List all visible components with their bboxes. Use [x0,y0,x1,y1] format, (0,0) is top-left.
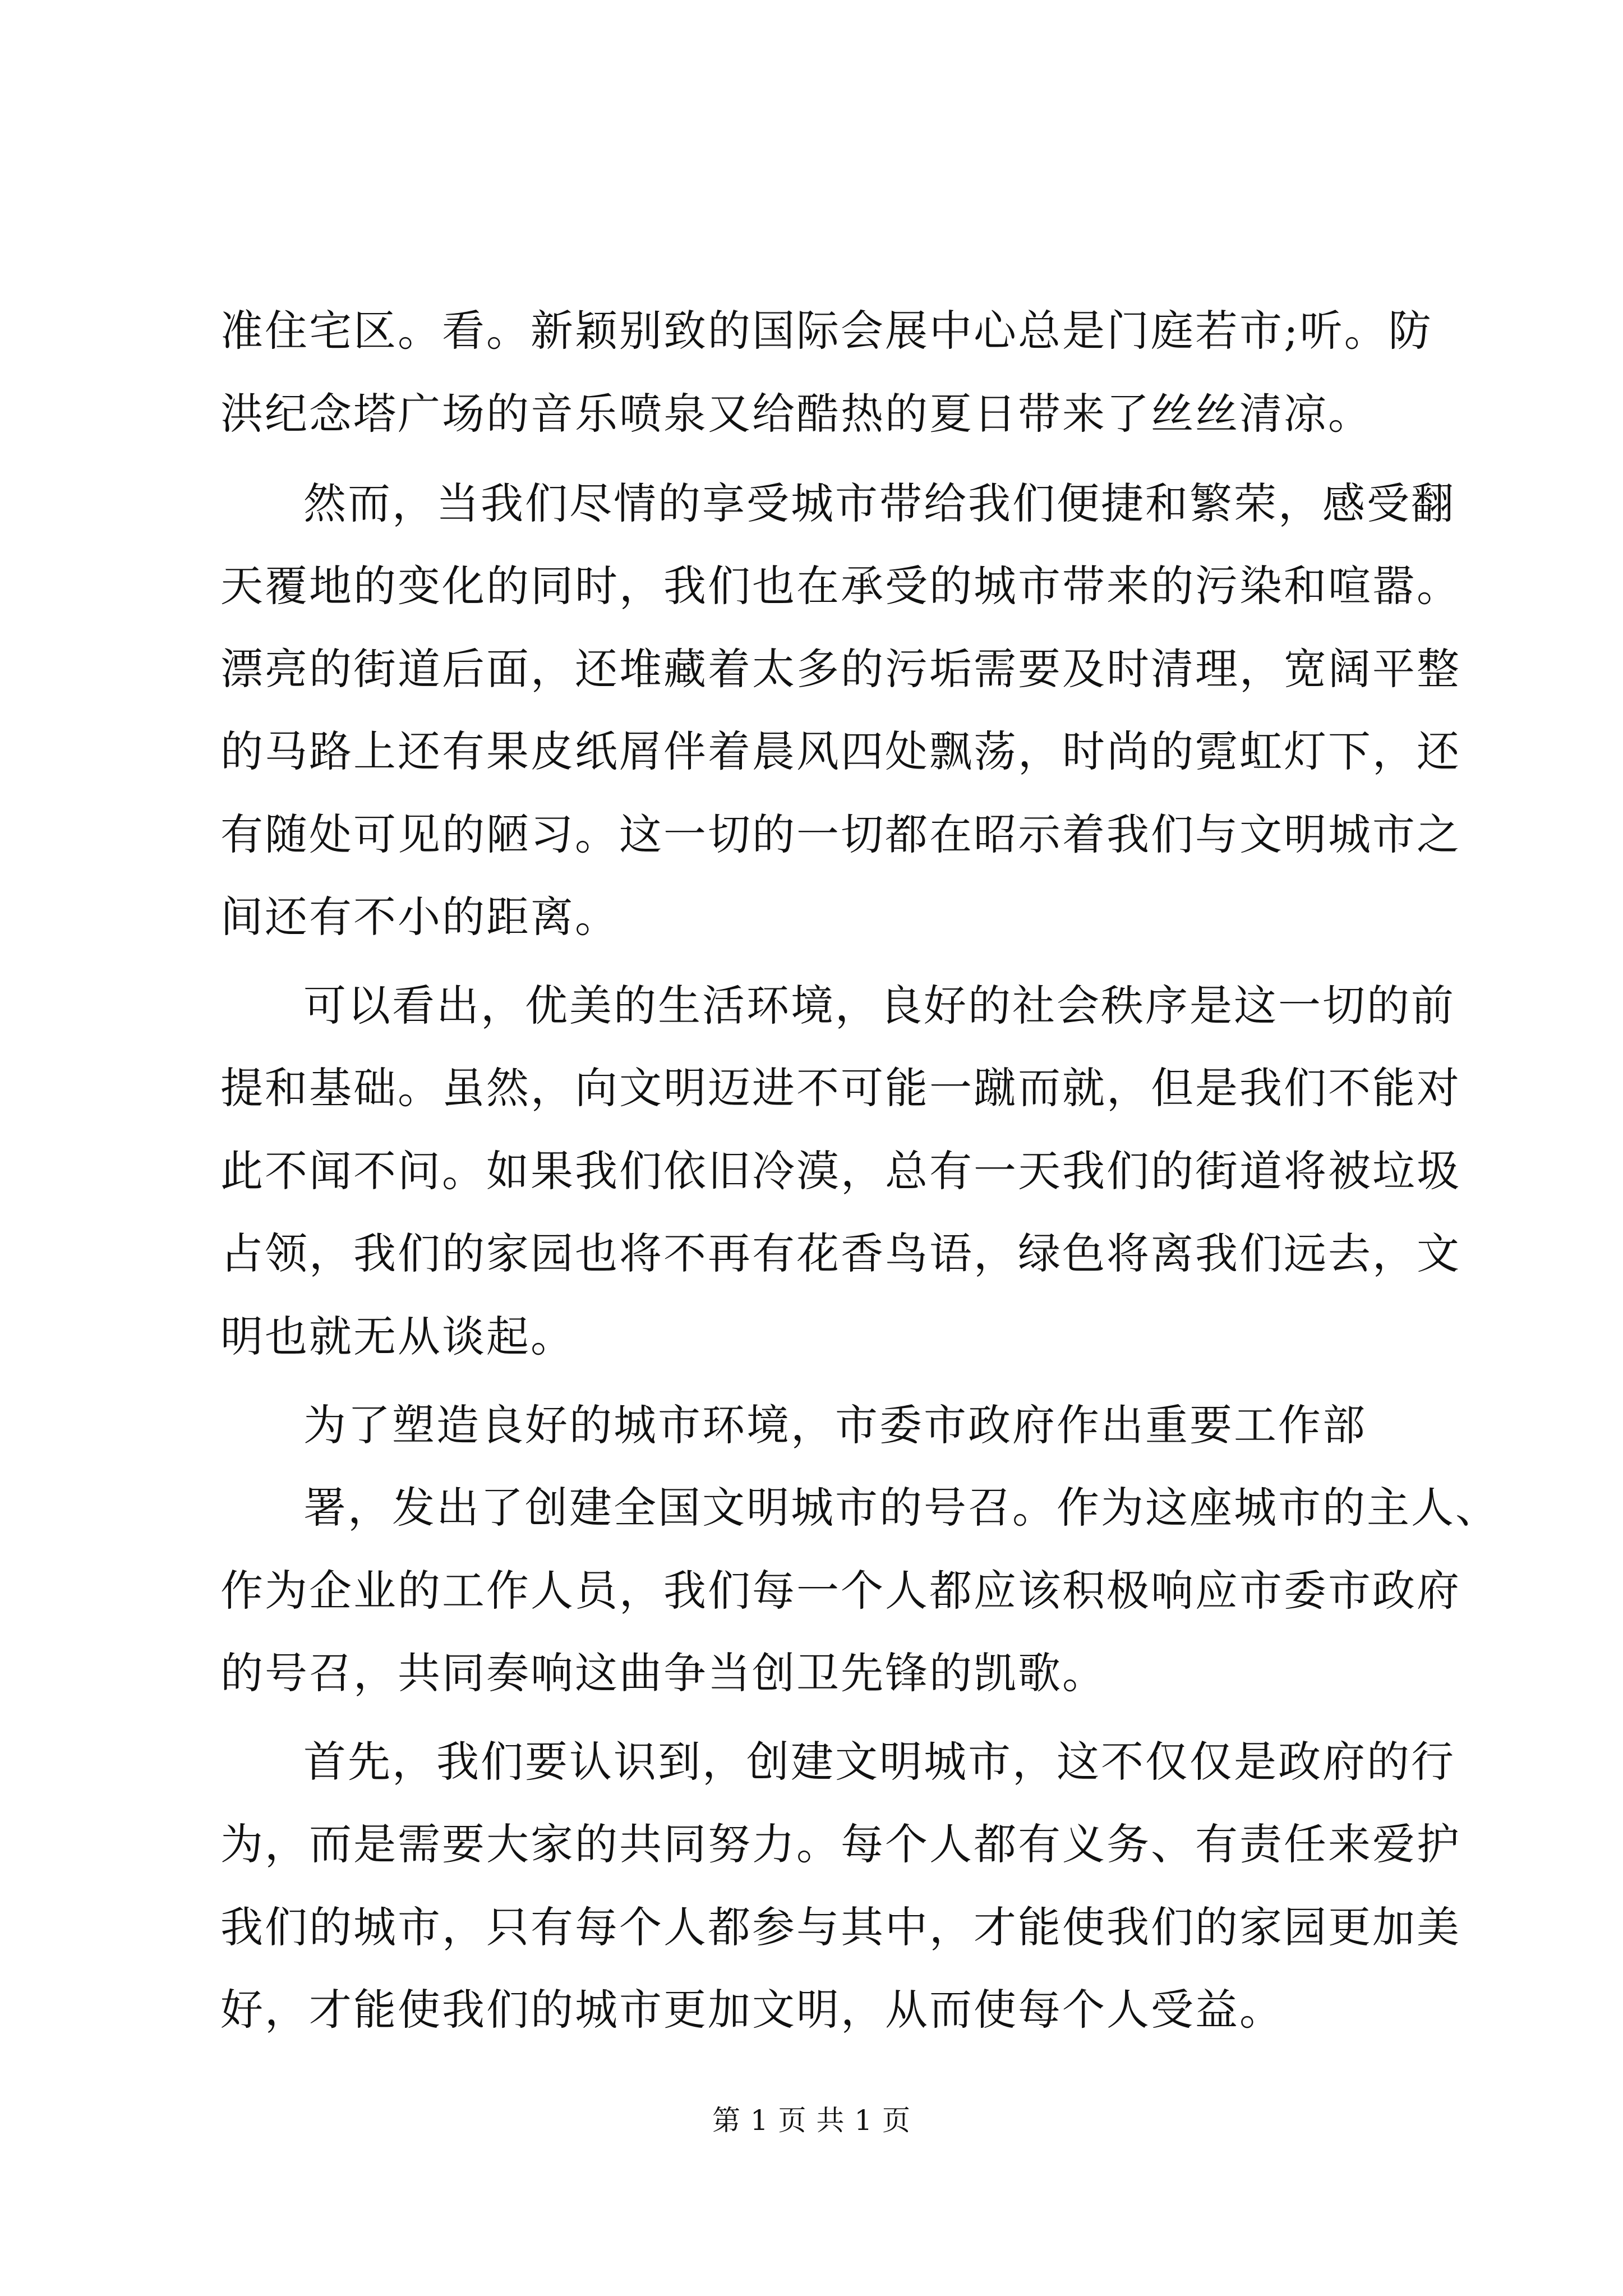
paragraph-line: 好，才能使我们的城市更加文明，从而使每个人受益。 [220,1985,1284,2035]
paragraph-line: 有随处可见的陋习。这一切的一切都在昭示着我们与文明城市之 [220,809,1461,859]
paragraph-line: 漂亮的街道后面，还堆藏着太多的污垢需要及时清理，宽阔平整 [220,644,1461,694]
paragraph-line: 的号召，共同奏响这曲争当创卫先锋的凯歌。 [220,1648,1106,1698]
paragraph-line: 可以看出，优美的生活环境，良好的社会秩序是这一切的前 [303,981,1455,1030]
paragraph-line: 提和基础。虽然，向文明迈进不可能一蹴而就，但是我们不能对 [220,1063,1461,1113]
paragraph-line: 占领，我们的家园也将不再有花香鸟语，绿色将离我们远去，文 [220,1228,1461,1278]
paragraph-line: 天覆地的变化的同时，我们也在承受的城市带来的污染和喧嚣。 [220,561,1461,611]
paragraph-line: 首先，我们要认识到，创建文明城市，这不仅仅是政府的行 [303,1737,1455,1787]
paragraph-line: 洪纪念塔广场的音乐喷泉又给酷热的夏日带来了丝丝清凉。 [220,389,1372,439]
paragraph-line: 为了塑造良好的城市环境，市委市政府作出重要工作部 [303,1400,1367,1450]
paragraph-line: 署，发出了创建全国文明城市的号召。作为这座城市的主人、 [303,1483,1500,1533]
paragraph-line: 作为企业的工作人员，我们每一个人都应该积极响应市委市政府 [220,1566,1461,1616]
paragraph-line: 然而，当我们尽情的享受城市带给我们便捷和繁荣，感受翻 [303,478,1455,528]
paragraph-line: 我们的城市，只有每个人都参与其中，才能使我们的家园更加美 [220,1902,1461,1952]
paragraph-line: 此不闻不问。如果我们依旧冷漠，总有一天我们的街道将被垃圾 [220,1146,1461,1196]
paragraph-line: 明也就无从谈起。 [220,1312,575,1361]
page-number-footer: 第 1 页 共 1 页 [712,2104,911,2137]
paragraph-line: 间还有不小的距离。 [220,892,619,942]
paragraph-line: 准住宅区。看。新颖别致的国际会展中心总是门庭若市;听。防 [220,306,1433,356]
paragraph-line: 为，而是需要大家的共同努力。每个人都有义务、有责任来爱护 [220,1819,1461,1869]
paragraph-line: 的马路上还有果皮纸屑伴着晨风四处飘荡，时尚的霓虹灯下，还 [220,726,1461,776]
